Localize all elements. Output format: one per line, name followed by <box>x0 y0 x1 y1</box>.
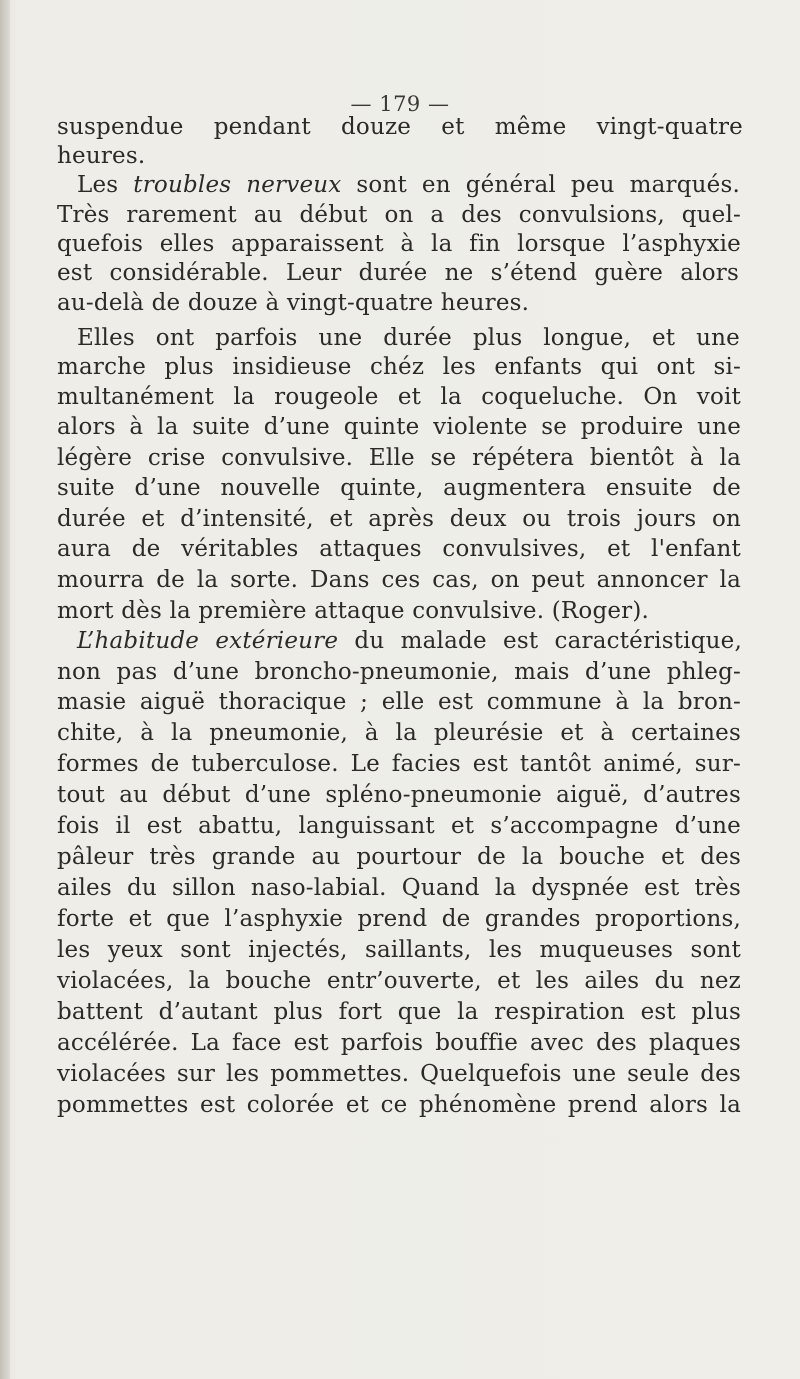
text-line: légère crise convulsive. Elle se répétera bientôt à la <box>57 445 741 471</box>
text-line: tout au début d’une spléno-pneumonie aiguë, d’autres <box>57 782 741 808</box>
text-line: pâleur très grande au pourtour de la bouche et des <box>57 844 741 870</box>
text-line: multanément la rougeole et la coqueluche. On voit <box>57 384 741 410</box>
text-line: quefois elles apparaissent à la fin lorsque l’asphyxie <box>57 231 741 257</box>
text-line: est considérable. Leur durée ne s’étend guère alors <box>57 260 739 286</box>
text-line: ailes du sillon naso-labial. Quand la dyspnée est très <box>57 875 741 901</box>
text-line: les yeux sont injectés, saillants, les muqueuses sont <box>57 937 741 963</box>
text-line: durée et d’intensité, et après deux ou trois jours on <box>57 506 741 532</box>
page-binding-edge <box>0 0 10 1379</box>
text-line: alors à la suite d’une quinte violente se produire une <box>57 414 741 440</box>
text-line: fois il est abattu, languissant et s’accompagne d’une <box>57 813 741 839</box>
text-line: chite, à la pneumonie, à la pleurésie et à certaines <box>57 720 741 746</box>
text-line: Les troubles nerveux sont en général peu marqués. <box>77 172 740 198</box>
page-number: — 179 — <box>350 92 450 116</box>
text-line: suite d’une nouvelle quinte, augmentera ensuite de <box>57 475 741 501</box>
text-line: L’habitude extérieure du malade est caractéristique, <box>77 628 742 654</box>
text-line: violacées, la bouche entr’ouverte, et les ailes du nez <box>57 968 741 994</box>
text-line: aura de véritables attaques convulsives, et l'enfant <box>57 536 741 562</box>
text-line: pommettes est colorée et ce phénomène prend alors la <box>57 1092 741 1118</box>
text-line: heures. <box>57 143 146 169</box>
text-line: formes de tuberculose. Le facies est tantôt animé, sur- <box>57 751 741 777</box>
text-line: mort dès la première attaque convulsive. (Roger). <box>57 598 650 624</box>
text-line: masie aiguë thoracique ; elle est commune à la bron- <box>57 689 741 715</box>
text-line: Très rarement au début on a des convulsions, quel- <box>57 202 741 228</box>
text-line: accélérée. La face est parfois bouffie avec des plaques <box>57 1030 741 1056</box>
text-line: au-delà de douze à vingt-quatre heures. <box>57 290 530 316</box>
text-line: violacées sur les pommettes. Quelquefois une seule des <box>57 1061 741 1087</box>
text-line: battent d’autant plus fort que la respiration est plus <box>57 999 741 1025</box>
text-line: mourra de la sorte. Dans ces cas, on peut annoncer la <box>57 567 741 593</box>
text-line: marche plus insidieuse chéz les enfants qui ont si- <box>57 354 741 380</box>
text-line: Elles ont parfois une durée plus longue, et une <box>77 325 740 351</box>
text-line: suspendue pendant douze et même vingt-quatre <box>57 114 743 140</box>
text-line: forte et que l’asphyxie prend de grandes proportions, <box>57 906 741 932</box>
text-line: non pas d’une broncho-pneumonie, mais d’une phleg- <box>57 659 741 685</box>
